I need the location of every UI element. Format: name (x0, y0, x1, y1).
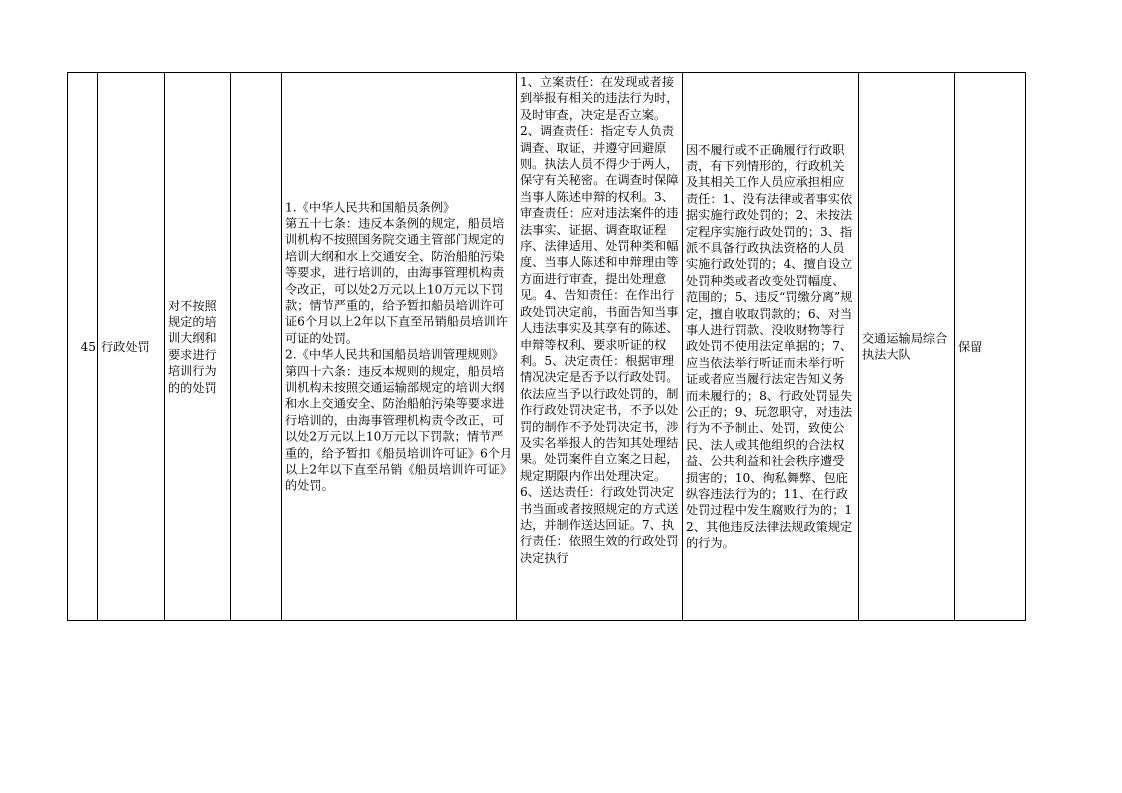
cell-remark (955, 73, 1025, 620)
cell-responsibility (517, 73, 683, 620)
power-type: 行政处罚 (101, 339, 150, 354)
cell-seq (68, 73, 98, 620)
cell-department (859, 73, 955, 620)
department: 交通运输局综合执法大队 (862, 331, 948, 362)
legal-basis: 1.《中华人民共和国船员条例》 第五十七条：违反本条例的规定，船员培训机构不按照国务院交通主管部门规定的培训大纲和水上交通安全、防治船舶污染等要求，进行培训的，由海事管理机构责令改正，可以处2万元以上10万元以下罚款；情节严重的，给予暂扣船员培训许可证6个月以上2年以下直至吊销船员培训许可证的处罚。 2.《中华人民共和国船员培训管理规则》 第四十六条：违反本规则的规定，船员培训机构未按照交通运输部规定的培训大纲和水上交通安全、防治船舶污染等要求进行培训的，由海事管理机构责令改正，可以处2万元以上10万元以下罚款；情节严重的，给予暂扣《船员培训许可证》6个月以上2年以下直至吊销《船员培训许可证》的处罚。 (285, 199, 513, 493)
cell-accountability (683, 73, 859, 620)
remark: 保留 (958, 339, 983, 354)
item-name: 对不按照规定的培训大纲和要求进行培训行为的的处罚 (168, 298, 217, 395)
cell-sub-item (231, 73, 282, 620)
seq-number: 45 (80, 339, 96, 354)
cell-power-type (98, 73, 165, 620)
cell-item-name (165, 73, 231, 620)
cell-legal-basis (282, 73, 517, 620)
responsibility-table (67, 72, 1026, 621)
accountability-text: 因不履行或不正确履行行政职责，有下列情形的，行政机关及其相关工作人员应承担相应责任：1、没有法律或者事实依据实施行政处罚的；2、未按法定程序实施行政处罚的；3、指派不具备行政执法资格的人员实施行政处罚的；4、擅自设立处罚种类或者改变处罚幅度、范围的；5、违反“罚缴分离”规定，擅自收取罚款的；6、对当事人进行罚款、没收财物等行政处罚不使用法定单据的；7、应当依法举行听证而未举行听证或者应当履行法定告知义务而未履行的；8、行政处罚显失公正的；9、玩忽职守，对违法行为不予制止、处罚，致使公民、法人或其他组织的合法权益、公共利益和社会秩序遭受损害的；10、徇私舞弊、包庇纵容违法行为的；11、在行政处罚过程中发生腐败行为的；12、其他违反法律法规政策规定的行为。 (686, 142, 853, 551)
responsibility-text: 1、立案责任：在发现或者接到举报有相关的违法行为时，及时审查，决定是否立案。2、调查责任：指定专人负责调查、取证，并遵守回避原则。执法人员不得少于两人，保守有关秘密。在调查时保障当事人陈述申辩的权利。3、审查责任：应对违法案件的违法事实、证据、调查取证程序、法律适用、处罚种类和幅度、当事人陈述和申辩理由等方面进行审查，提出处理意见。4、告知责任：在作出行政处罚决定前，书面告知当事人违法事实及其享有的陈述、申辩等权利、要求听证的权利。5、决定责任：根据审理情况决定是否予以行政处罚。依法应当予以行政处罚的，制作行政处罚决定书，不予以处罚的制作不予处罚决定书，涉及实名举报人的告知其处理结果。处罚案件自立案之日起，规定期限内作出处理决定。 6、送达责任：行政处罚决定书当面或者按照规定的方式送达，并制作送达回证。7、执行责任：依照生效的行政处罚决定执行 (520, 75, 679, 565)
